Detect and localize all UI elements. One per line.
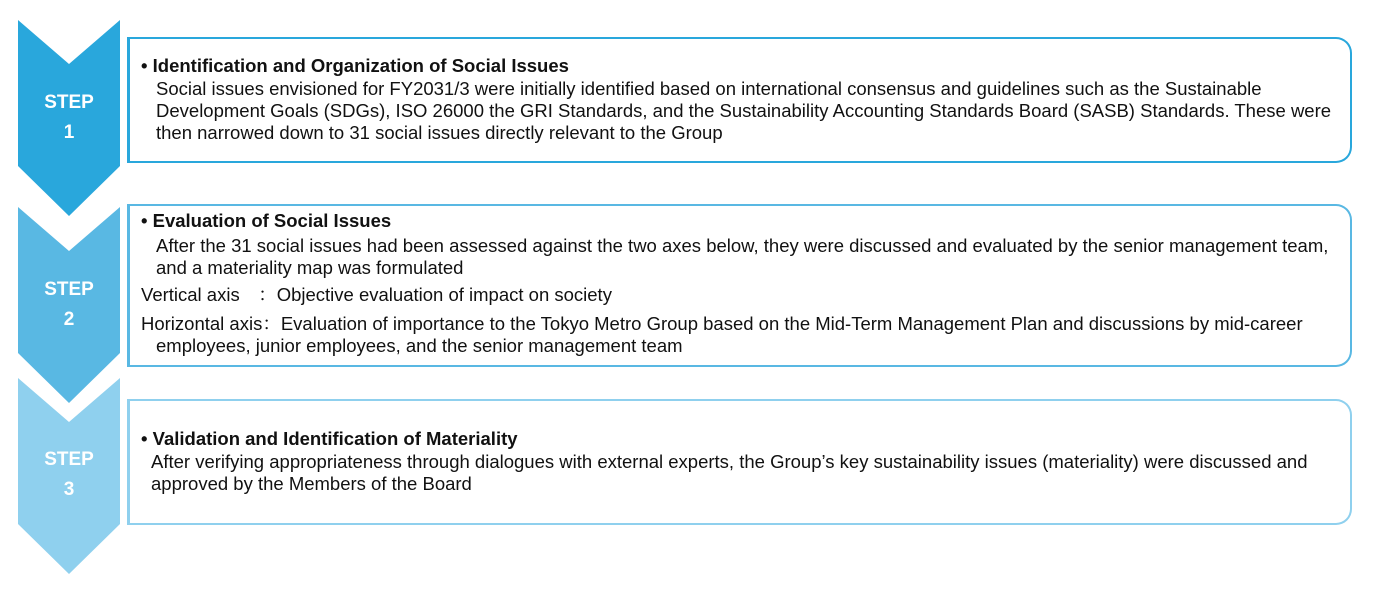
step-1-title: Identification and Organization of Social Issues	[152, 55, 569, 76]
step-3-label-word: STEP	[44, 449, 94, 470]
horizontal-axis-row	[141, 313, 1336, 357]
step-2-label-word: STEP	[44, 279, 94, 300]
step-2-title-row: • Evaluation of Social Issues	[141, 210, 392, 231]
step-1-label	[18, 88, 120, 148]
step-2-box	[127, 204, 1352, 367]
vertical-axis-desc: Objective evaluation of impact on society	[276, 284, 612, 305]
step-3-body: After verifying appropriateness through dialogues with external experts, the Group’s key sustainability issues (materiality) were discussed and approved by the Members of the Board	[151, 451, 1308, 494]
step-3-title: Validation and Identification of Materiality	[152, 428, 518, 449]
horizontal-axis-term: Horizontal axis：	[141, 313, 281, 334]
step-2-body: After the 31 social issues had been assessed against the two axes below, they were discussed and evaluated by the senior management team, and a materiality map was formulated	[156, 235, 1329, 278]
step-3-label	[18, 445, 120, 505]
step-3-label-number: 3	[63, 479, 75, 500]
step-3-title-row: • Validation and Identification of Materiality	[141, 428, 518, 449]
step-2-label	[18, 275, 120, 335]
step-1-body: Social issues envisioned for FY2031/3 were initially identified based on international consensus and guidelines such as the Sustainable Development Goals (SDGs), ISO 26000 the GRI Standards, and the Sustainability Accounting Standards Board (SASB) Standards. These were then narrowed down to 31 social issues directly relevant to the Group	[156, 78, 1332, 143]
step-1-title-row: • Identification and Organization of Social Issues	[141, 55, 569, 76]
step-2-arrow	[18, 207, 120, 403]
step-2-label-number: 2	[63, 309, 75, 330]
step-3-box	[127, 399, 1352, 525]
step-1-label-number: 1	[63, 122, 75, 143]
step-1-label-word: STEP	[44, 92, 94, 113]
step-3-arrow	[18, 378, 120, 574]
step-2-title: Evaluation of Social Issues	[152, 210, 392, 231]
vertical-axis-row	[141, 284, 1336, 306]
vertical-axis-term: Vertical axis ：	[141, 284, 277, 305]
step-1-arrow	[18, 20, 120, 216]
horizontal-axis-desc: Evaluation of importance to the Tokyo Metro Group based on the Mid-Term Management Plan and discussions by mid-career employees, junior employees, and the senior management team	[156, 313, 1303, 356]
step-1-box	[127, 37, 1352, 163]
